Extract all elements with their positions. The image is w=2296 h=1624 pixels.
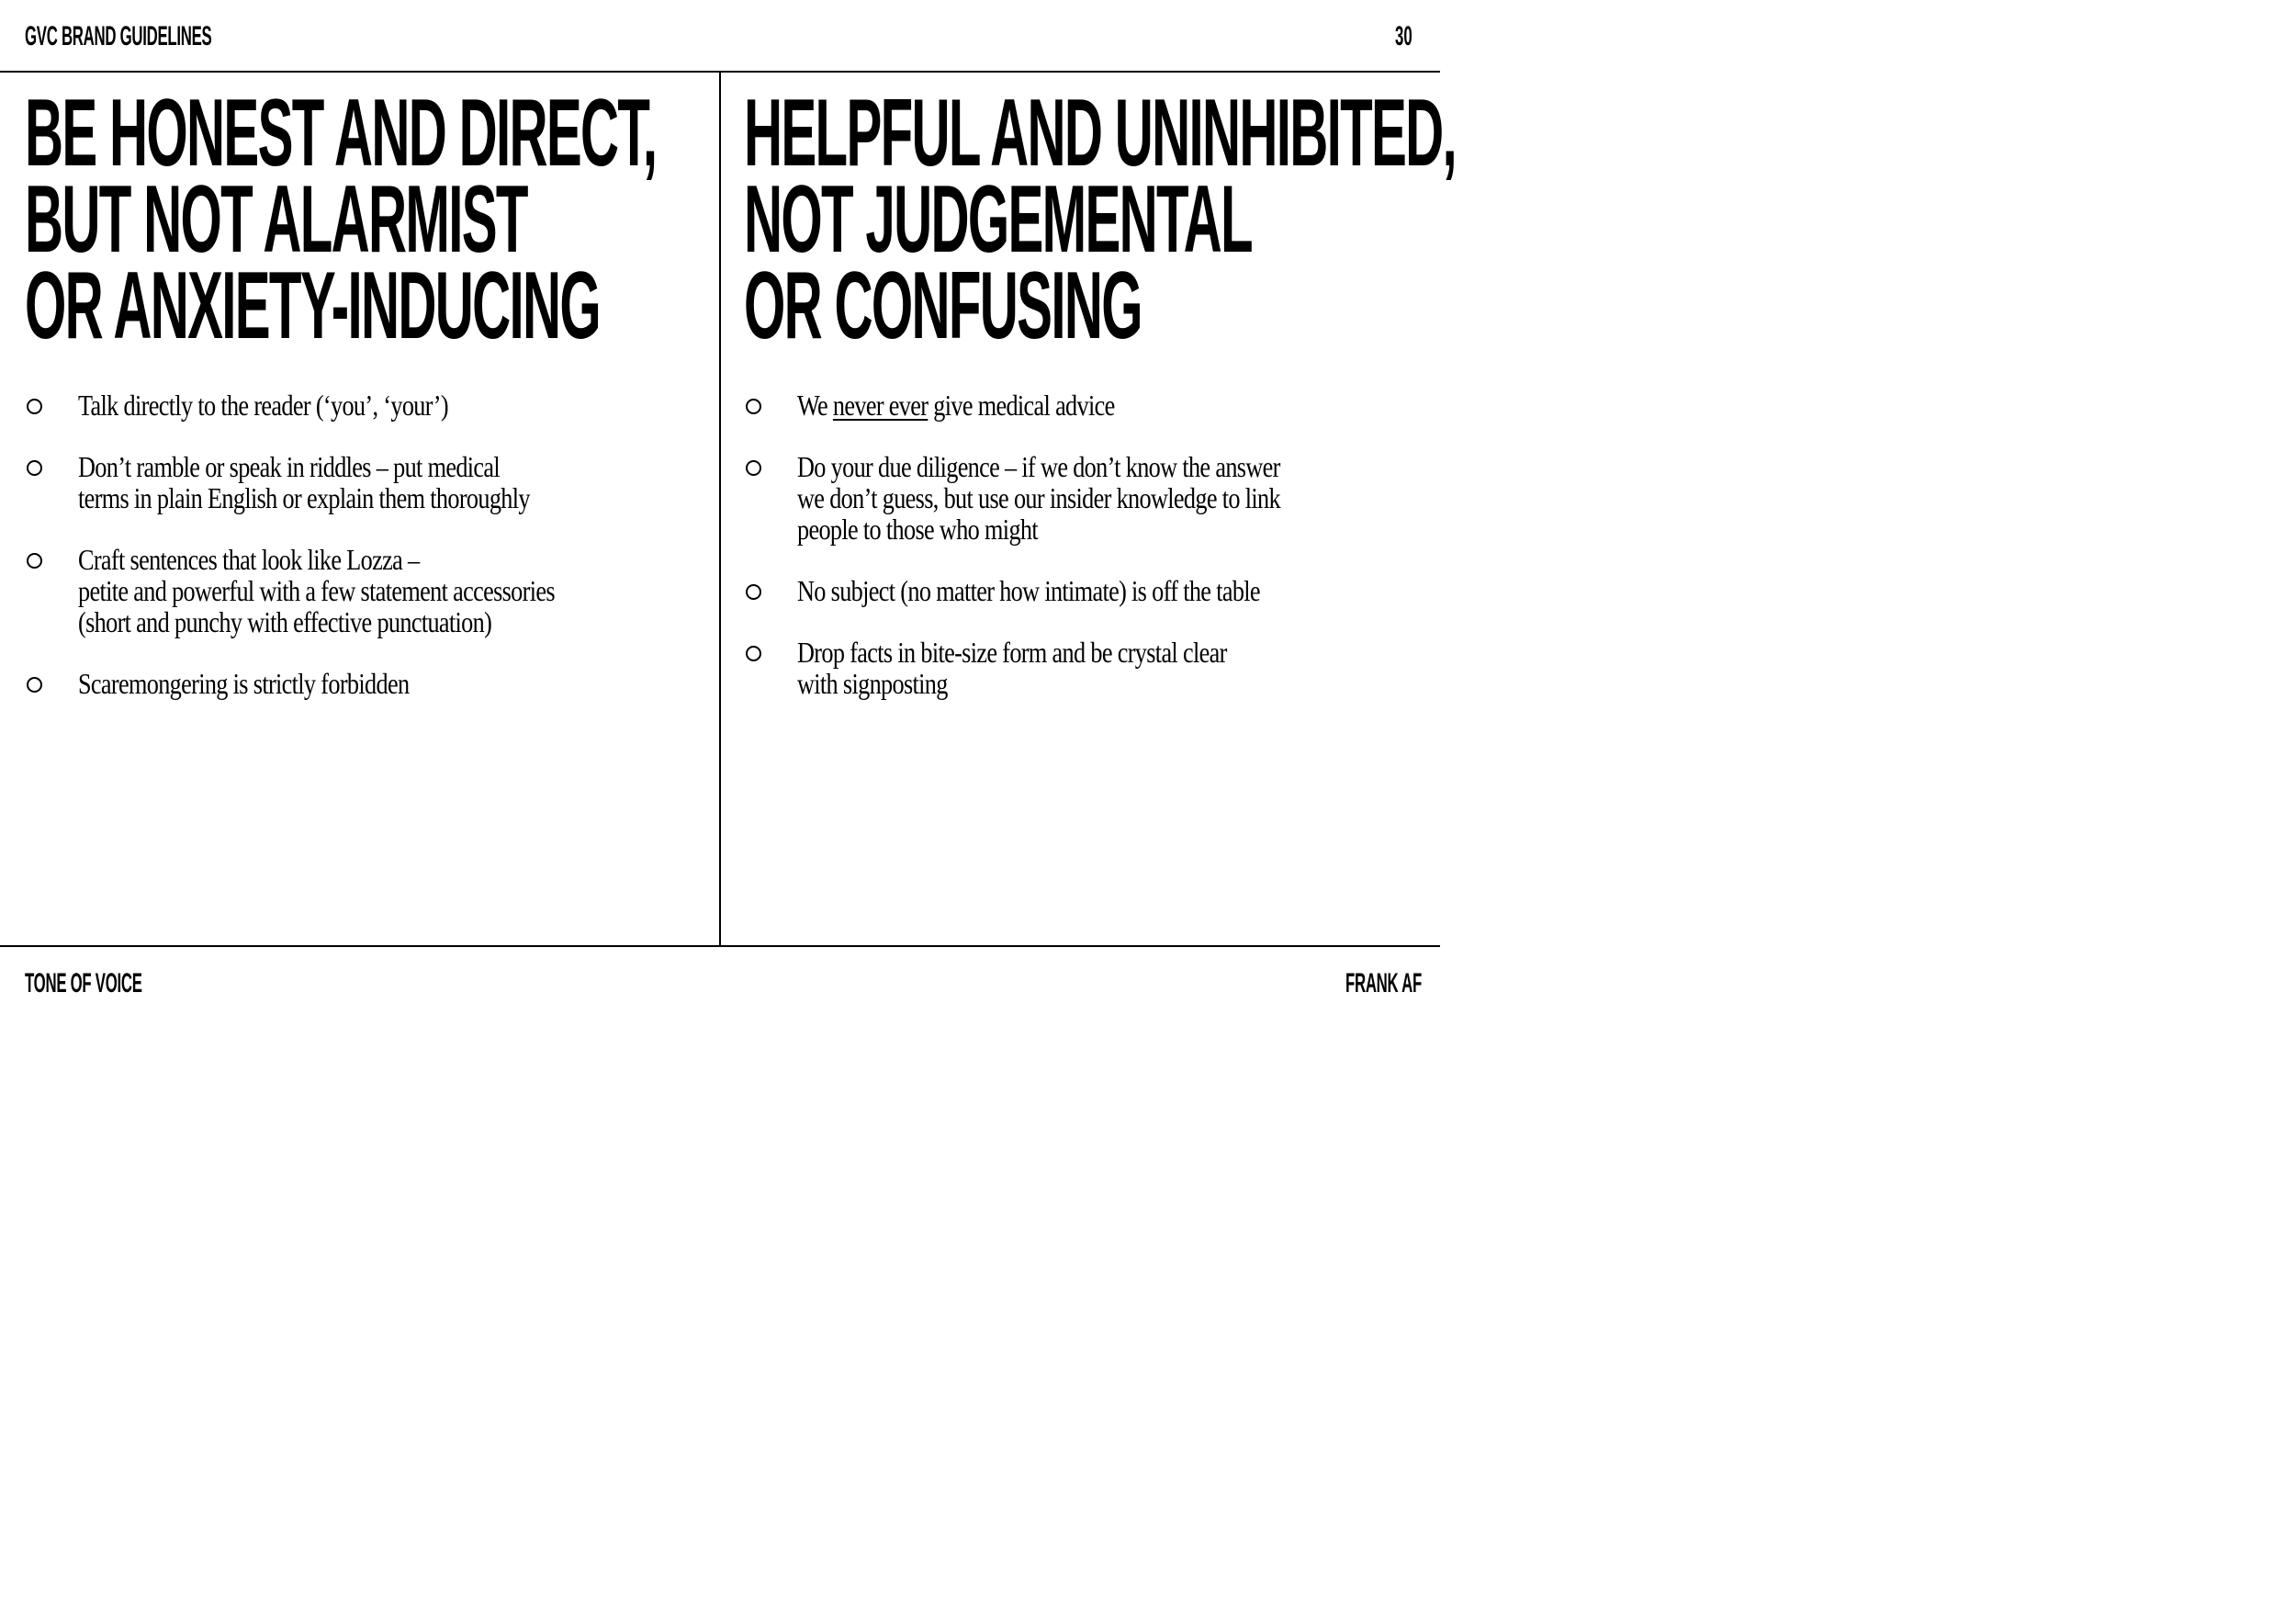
bullet-circle-icon	[746, 584, 761, 600]
right-headline	[744, 80, 1457, 359]
bullet-circle-icon	[27, 677, 42, 693]
emphasis-underlined: never ever	[832, 389, 929, 422]
footer-section-label: TONE OF VOICE	[25, 968, 142, 998]
bullet-circle-icon	[27, 399, 42, 414]
header-title: GVC BRAND GUIDELINES	[25, 21, 212, 51]
bullet-text: Drop facts in bite-size form and be crystal clear	[797, 636, 1227, 669]
bullet-circle-icon	[746, 646, 761, 661]
right-headline-line: NOT JUDGEMENTAL	[744, 166, 1252, 273]
footer-tagline: FRANK AF	[1345, 968, 1422, 998]
bullet-text: with signposting	[797, 667, 948, 700]
bullet-text-post: give medical advice	[928, 389, 1115, 422]
left-headline	[25, 80, 657, 359]
left-headline-line: OR ANXIETY-INDUCING	[25, 253, 601, 359]
bullet-circle-icon	[746, 399, 761, 414]
list-item	[25, 389, 695, 421]
bullet-text: terms in plain English or explain them thoroughly	[78, 481, 530, 514]
left-bullet-list	[25, 389, 695, 729]
bullet-text: Don’t ramble or speak in riddles – put medical	[78, 450, 501, 483]
list-item	[744, 575, 1414, 606]
bullet-text: people to those who might	[797, 513, 1039, 546]
page-number: 30	[1395, 21, 1412, 51]
bullet-text: Talk directly to the reader (‘you’, ‘your’)	[78, 389, 448, 422]
bullet-circle-icon	[27, 553, 42, 569]
right-bullet-list	[744, 389, 1414, 729]
right-headline-line: OR CONFUSING	[744, 253, 1142, 359]
list-item	[744, 389, 1414, 421]
bullet-text: we don’t guess, but use our insider knowledge to link	[797, 481, 1280, 514]
list-item	[25, 544, 695, 637]
bullet-text: Scaremongering is strictly forbidden	[78, 667, 410, 700]
footer-divider	[0, 945, 1440, 947]
bullet-text-pre: We	[797, 389, 833, 422]
right-headline-line: HELPFUL AND UNINHIBITED,	[744, 80, 1457, 186]
bullet-text	[797, 389, 1303, 421]
left-headline-line: BUT NOT ALARMIST	[25, 166, 527, 273]
bullet-text: Craft sentences that look like Lozza –	[78, 543, 420, 576]
list-item	[744, 637, 1414, 699]
bullet-text: (short and punchy with effective punctuation)	[78, 605, 492, 638]
list-item	[744, 451, 1414, 545]
bullet-circle-icon	[27, 460, 42, 476]
list-item	[25, 451, 695, 513]
bullet-text: Do your due diligence – if we don’t know the answer	[797, 450, 1280, 483]
left-headline-line: BE HONEST AND DIRECT,	[25, 80, 657, 186]
bullet-text: No subject (no matter how intimate) is off the table	[797, 574, 1260, 607]
bullet-circle-icon	[746, 460, 761, 476]
list-item	[25, 668, 695, 699]
column-divider	[719, 72, 721, 947]
bullet-text: petite and powerful with a few statement accessories	[78, 574, 555, 607]
